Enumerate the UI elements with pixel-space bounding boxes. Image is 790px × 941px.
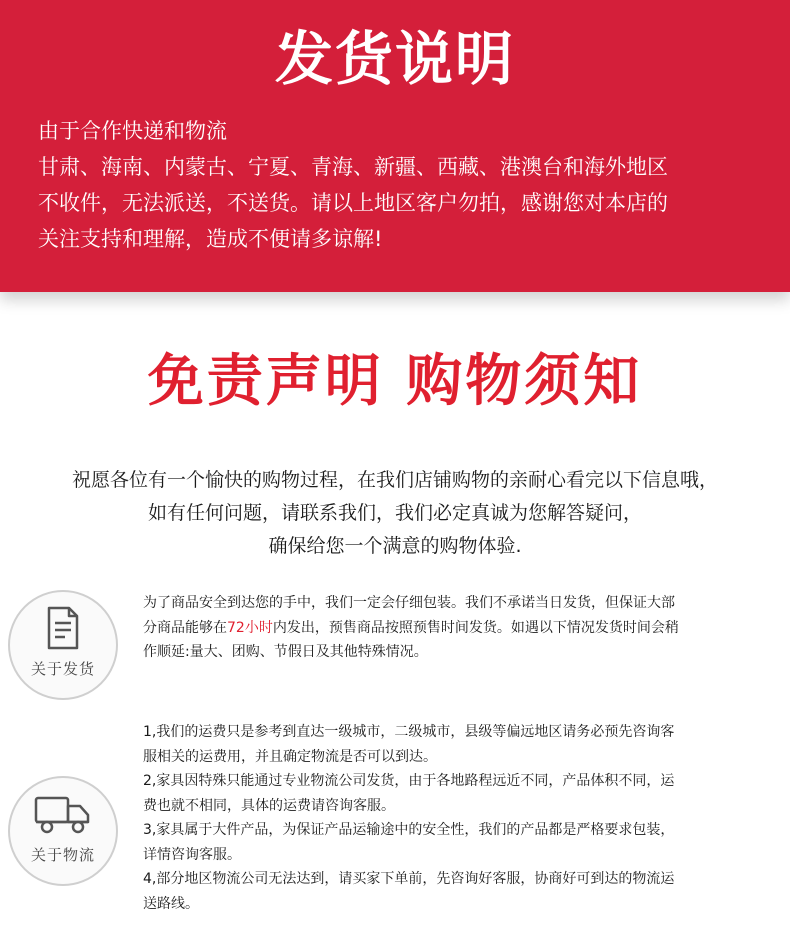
logistics-line: 1,我们的运费只是参考到直达一级城市，二级城市，县级等偏远地区请务必预先咨询客: [143, 724, 675, 740]
shipping-line: 分商品能够在72小时内发出，预售商品按照预售时间发货。如遇以下情况发货时间会稍: [143, 619, 679, 636]
banner-line: 甘肃、海南、内蒙古、宁夏、青海、新疆、西藏、港澳台和海外地区: [38, 155, 668, 179]
logistics-line: 4,部分地区物流公司无法达到，请买家下单前，先咨询好客服，协商好可到达的物流运: [143, 871, 675, 887]
banner-line: 关注支持和理解，造成不便请多谅解!: [38, 227, 383, 251]
logistics-text: [143, 720, 758, 916]
logistics-line: 详情咨询客服。: [143, 846, 241, 863]
banner-text: [38, 113, 768, 257]
banner-line: 不收件，无法派送，不送货。请以上地区客户勿拍，感谢您对本店的: [38, 191, 668, 215]
intro-line: 确保给您一个满意的购物体验.: [268, 535, 522, 557]
logistics-line: 3,家具属于大件产品，为保证产品运输途中的安全性，我们的产品都是严格要求包装，: [143, 822, 675, 838]
truck-icon: [33, 794, 93, 840]
banner-line: 由于合作快递和物流: [38, 119, 227, 143]
logistics-badge: [8, 776, 118, 886]
logistics-line: 送路线。: [143, 895, 199, 912]
logistics-line: 费也就不相同，具体的运费请咨询客服。: [143, 797, 395, 814]
shipping-badge: [8, 590, 118, 700]
intro-text: [0, 464, 790, 563]
shipping-badge-label: 关于发货: [30, 660, 95, 678]
shipping-text: [143, 591, 758, 665]
logistics-badge-label: 关于物流: [30, 846, 95, 864]
highlight-72-hours: 72小时: [227, 619, 273, 636]
intro-line: 如有任何问题，请联系我们，我们必定真诚为您解答疑问，: [147, 502, 642, 524]
banner-title: 发货说明: [274, 25, 515, 93]
intro-line: 祝愿各位有一个愉快的购物过程，在我们店铺购物的亲耐心看完以下信息哦，: [71, 469, 718, 491]
disclaimer-title: 免责声明 购物须知: [147, 349, 643, 414]
document-icon: [46, 606, 80, 654]
logistics-line: 2,家具因特殊只能通过专业物流公司发货，由于各地路程远近不同，产品体积不同，运: [143, 773, 675, 789]
logistics-line: 服相关的运费用，并且确定物流是否可以到达。: [143, 748, 437, 765]
shipping-line: 为了商品安全到达您的手中，我们一定会仔细包装。我们不承诺当日发货，但保证大部: [143, 595, 675, 611]
shipping-line: 作顺延:量大、团购、节假日及其他特殊情况。: [143, 644, 428, 660]
shipping-notice-banner: [0, 0, 790, 292]
